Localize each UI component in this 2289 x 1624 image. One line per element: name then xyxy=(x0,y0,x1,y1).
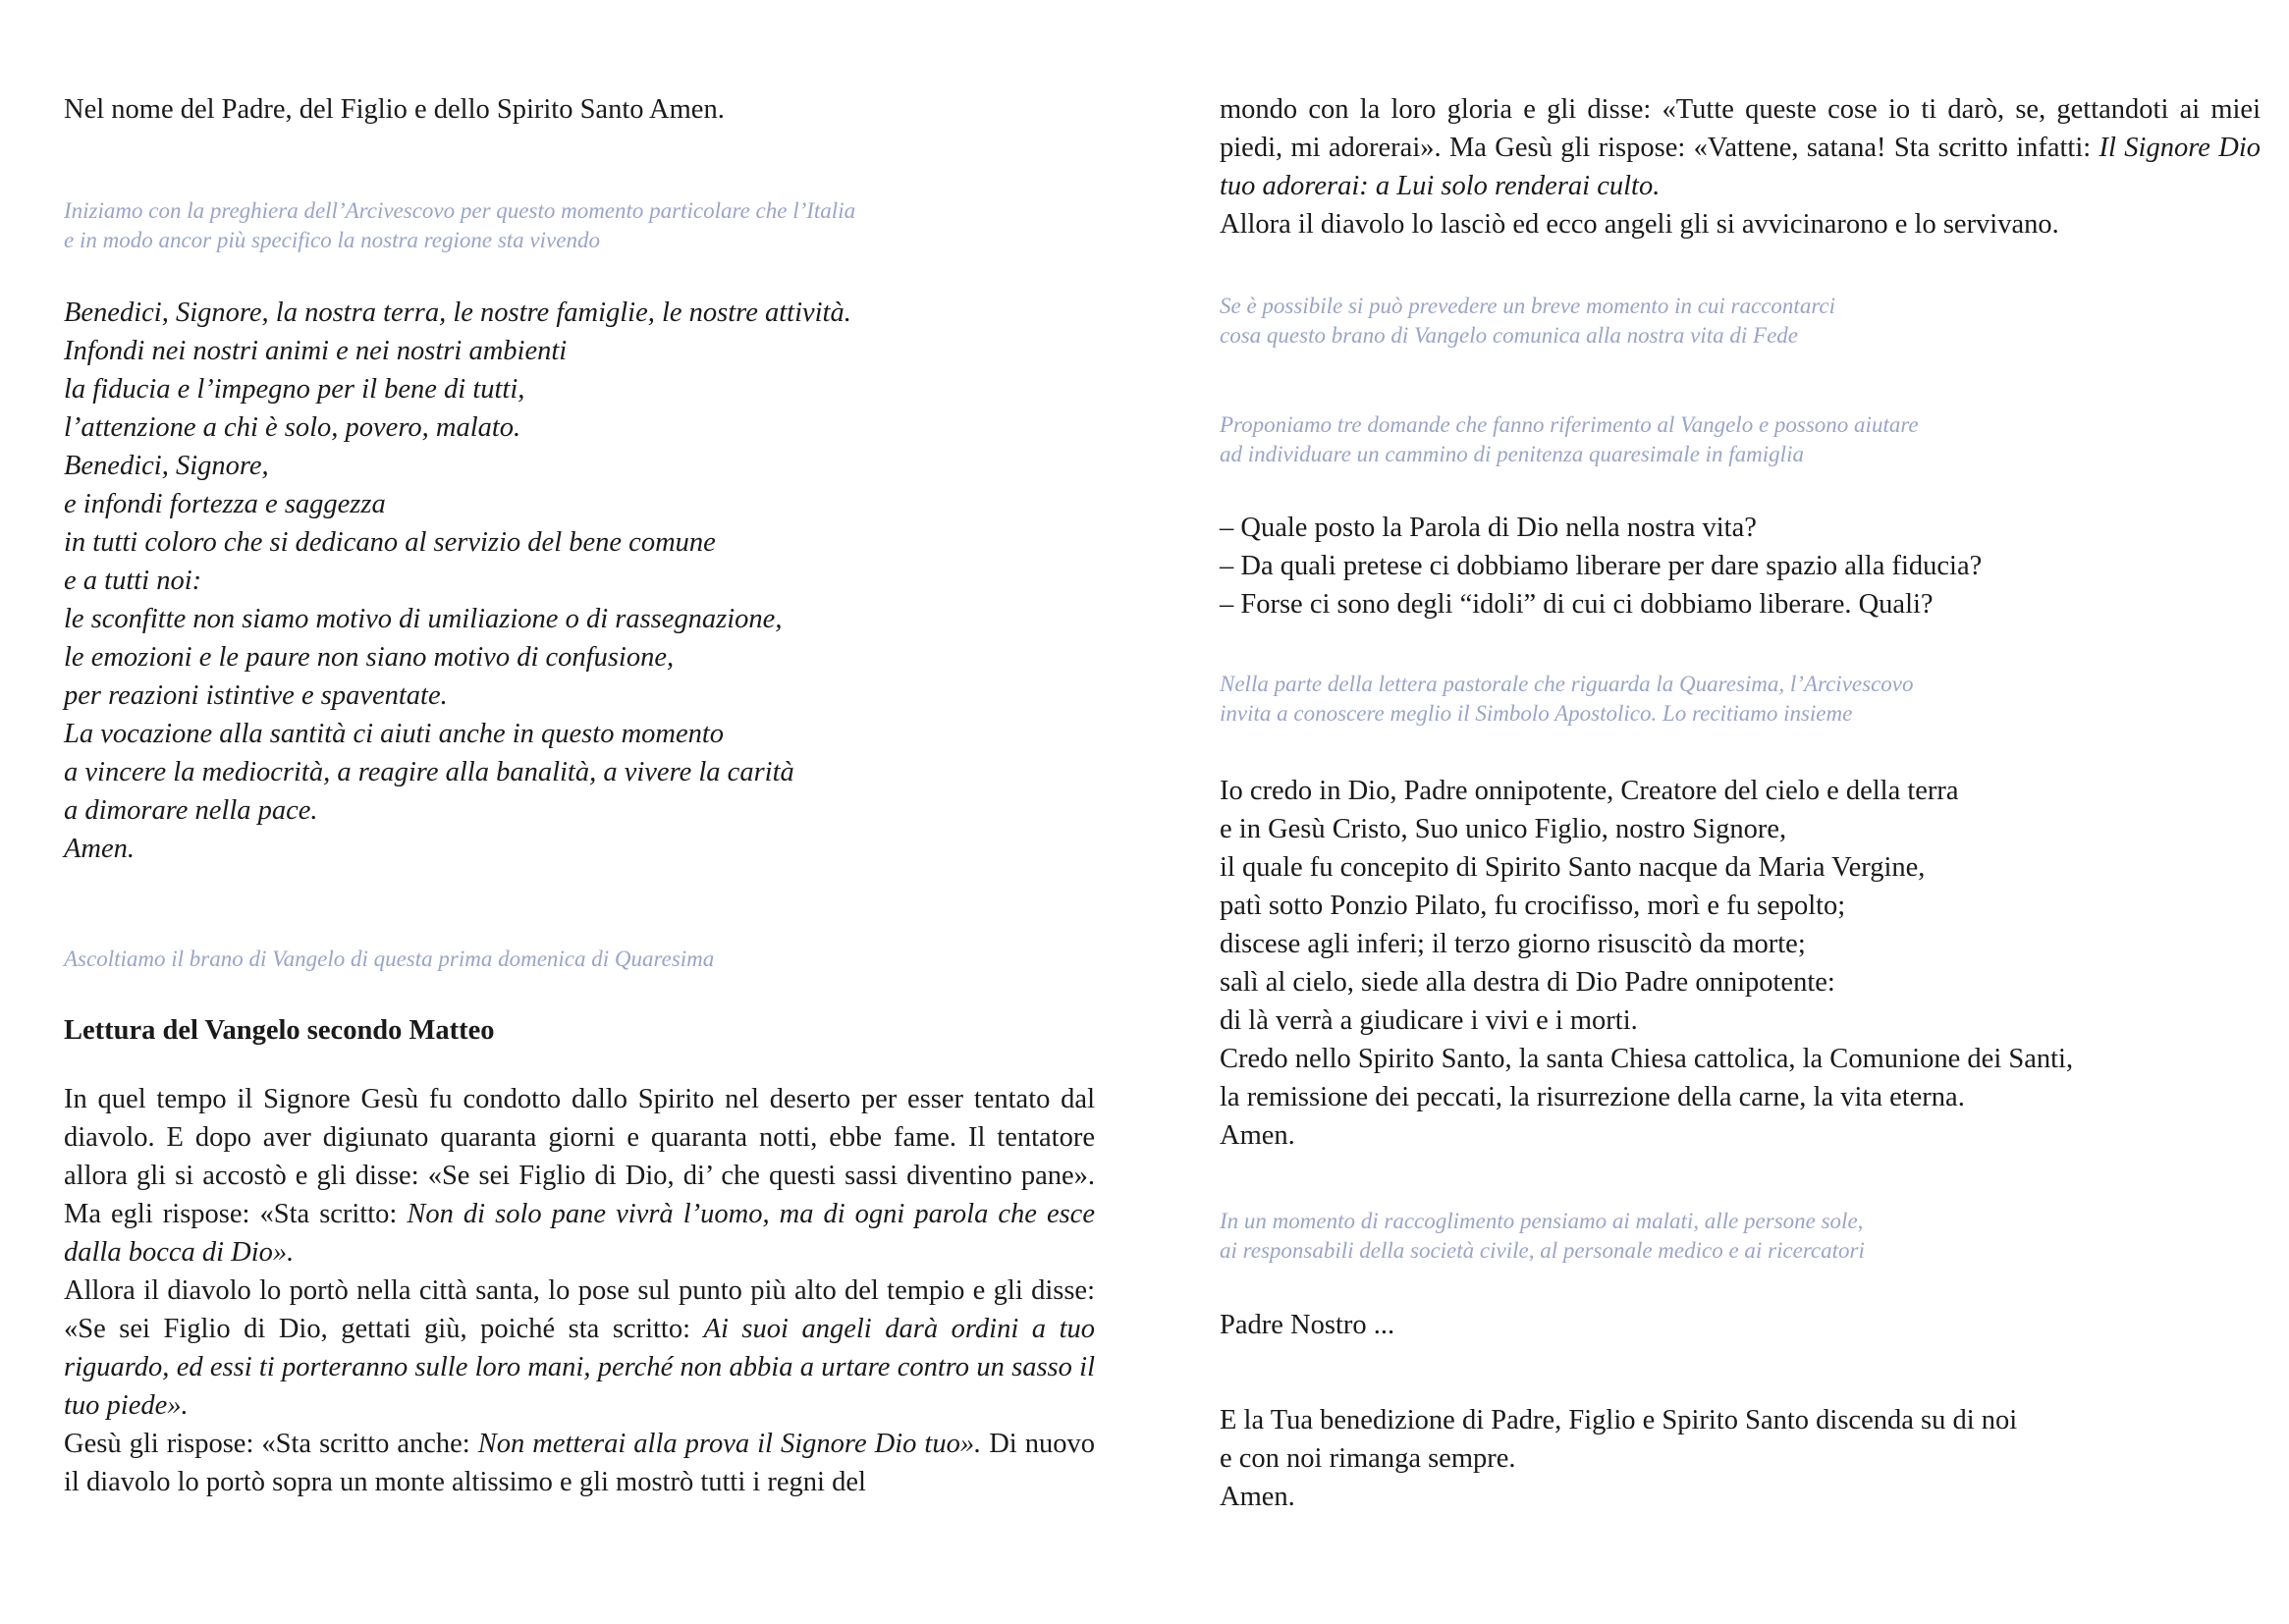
scripture-quote: Non metterai alla prova il Signore Dio tuo». xyxy=(477,1429,982,1459)
prayer-line: Benedici, Signore, la nostra terra, le nostre famiglie, le nostre attività. xyxy=(64,298,851,328)
prayer-line: la fiducia e l’impegno per il bene di tutti, xyxy=(64,374,525,405)
prayer-line: a dimorare nella pace. xyxy=(64,795,318,826)
gospel-text: In quel tempo il Signore Gesù fu condotto dallo Spirito nel deserto per esser tentato dal diavolo. E dopo aver digiunato quaranta giorni e quaranta notti, ebbe fame. Il tentatore allora gli si accostò e gli disse: «Se sei Figlio di Dio, di’ che questi sassi diventino pane». Ma egli rispose: «Sta scritto: xyxy=(64,1084,1095,1229)
prayer-line: per reazioni istintive e spaventate. xyxy=(64,680,448,711)
rubric-archbishop-prayer xyxy=(64,196,1095,255)
gospel-paragraph-2 xyxy=(64,1272,1095,1425)
creed-line: salì al cielo, siede alla destra di Dio Padre onnipotente: xyxy=(1220,967,1835,998)
prayer-line: in tutti coloro che si dedicano al servizio del bene comune xyxy=(64,527,716,558)
rubric-gospel-intro: Ascoltiamo il brano di Vangelo di questa prima domenica di Quaresima xyxy=(64,947,715,971)
rubric-line: invita a conoscere meglio il Simbolo Apostolico. Lo recitiamo insieme xyxy=(1220,701,1853,726)
question-item: – Da quali pretese ci dobbiamo liberare per dare spazio alla fiducia? xyxy=(1220,551,1983,581)
rubric-line: ad individuare un cammino di penitenza quaresimale in famiglia xyxy=(1220,442,1804,466)
question-item: – Quale posto la Parola di Dio nella nostra vita? xyxy=(1220,513,1757,543)
rubric-line: In un momento di raccoglimento pensiamo ai malati, alle persone sole, xyxy=(1220,1209,1864,1233)
prayer-line: le emozioni e le paure non siano motivo di confusione, xyxy=(64,642,675,673)
rubric-line: Se è possibile si può prevedere un breve momento in cui raccontarci xyxy=(1220,294,1836,318)
apostles-creed xyxy=(1220,772,2261,1155)
gospel-continuation xyxy=(1220,90,2261,244)
rubric-line: Nella parte della lettera pastorale che riguarda la Quaresima, l’Arcivescovo xyxy=(1220,672,1914,696)
prayer-line: Infondi nei nostri animi e nei nostri ambienti xyxy=(64,336,568,366)
creed-line: di là verrà a giudicare i vivi e i morti. xyxy=(1220,1005,1638,1036)
gospel-paragraph-4 xyxy=(1220,90,2261,205)
prayer-line: La vocazione alla santità ci aiuti anche in questo momento xyxy=(64,719,725,749)
creed-line: Credo nello Spirito Santo, la santa Chiesa cattolica, la Comunione dei Santi, xyxy=(1220,1044,2074,1074)
scripture-quote: Non di solo pane vivrà l’uomo, ma di ogni parola che esce dalla bocca di Dio». xyxy=(64,1199,1095,1268)
question-item: – Forse ci sono degli “idoli” di cui ci dobbiamo liberare. Quali? xyxy=(1220,589,1934,620)
prayer-line: e infondi fortezza e saggezza xyxy=(64,489,386,519)
our-father: Padre Nostro ... xyxy=(1220,1310,1395,1340)
rubric-sharing xyxy=(1220,292,2261,351)
gospel-paragraph-5: Allora il diavolo lo lasciò ed ecco angeli gli si avvicinarono e lo servivano. xyxy=(1220,209,2059,240)
rubric-line: e in modo ancor più specifico la nostra regione sta vivendo xyxy=(64,228,600,252)
gospel-text: Gesù gli rispose: «Sta scritto anche: xyxy=(64,1429,478,1459)
prayer-line: Benedici, Signore, xyxy=(64,451,269,481)
prayer-line: le sconfitte non siamo motivo di umiliazione o di rassegnazione, xyxy=(64,604,783,634)
gospel-text: Allora il diavolo lo portò nella città santa, lo pose sul punto più alto del tempio e gli disse: «Se sei Figlio di Dio, gettati giù, poiché sta scritto: xyxy=(64,1275,1095,1344)
prayer-line: a vincere la mediocrità, a reagire alla banalità, a vivere la carità xyxy=(64,757,794,787)
archbishop-prayer xyxy=(64,294,1095,868)
creed-line: il quale fu concepito di Spirito Santo nacque da Maria Vergine, xyxy=(1220,852,1926,883)
gospel-paragraph-3 xyxy=(64,1425,1095,1501)
scripture-quote: Il Signore Dio tuo adorerai: a Lui solo renderai culto. xyxy=(1220,133,2261,201)
rubric-questions xyxy=(1220,410,2261,469)
gospel-text: Di nuovo il diavolo lo portò sopra un monte altissimo e gli mostrò tutti i regni del xyxy=(64,1429,1096,1497)
rubric-line: Proponiamo tre domande che fanno riferimento al Vangelo e possono aiutare xyxy=(1220,412,1919,437)
creed-line: Amen. xyxy=(1220,1120,1295,1151)
rubric-line: ai responsabili della società civile, al personale medico e ai ricercatori xyxy=(1220,1238,1865,1263)
final-blessing xyxy=(1220,1401,2261,1516)
gospel-text: mondo con la loro gloria e gli disse: «Tutte queste cose io ti darò, se, gettandoti ai miei piedi, mi adorerai». Ma Gesù gli rispose: «Vattene, satana! Sta scritto infatti: xyxy=(1220,94,2261,163)
creed-line: patì sotto Ponzio Pilato, fu crocifisso, morì e fu sepolto; xyxy=(1220,891,1846,921)
rubric-creed xyxy=(1220,670,2261,729)
reflection-questions xyxy=(1220,509,2261,623)
opening-invocation: Nel nome del Padre, del Figlio e dello Spirito Santo Amen. xyxy=(64,94,725,125)
gospel-reading xyxy=(64,1080,1095,1501)
rubric-line: Iniziamo con la preghiera dell’Arcivescovo per questo momento particolare che l’Italia xyxy=(64,198,856,223)
blessing-line: Amen. xyxy=(1220,1482,1295,1512)
rubric-intercession xyxy=(1220,1207,2261,1266)
creed-line: Io credo in Dio, Padre onnipotente, Creatore del cielo e della terra xyxy=(1220,776,1959,806)
creed-line: discese agli inferi; il terzo giorno risuscitò da morte; xyxy=(1220,929,1806,959)
scripture-quote: Ai suoi angeli darà ordini a tuo riguardo, ed essi ti porteranno sulle loro mani, perché non abbia a urtare contro un sasso il tuo piede». xyxy=(64,1314,1096,1421)
blessing-line: e con noi rimanga sempre. xyxy=(1220,1443,1516,1474)
rubric-line: cosa questo brano di Vangelo comunica alla nostra vita di Fede xyxy=(1220,323,1798,348)
blessing-line: E la Tua benedizione di Padre, Figlio e Spirito Santo discenda su di noi xyxy=(1220,1405,2018,1435)
prayer-line: Amen. xyxy=(64,834,136,864)
creed-line: la remissione dei peccati, la risurrezione della carne, la vita eterna. xyxy=(1220,1082,1965,1112)
prayer-line: e a tutti noi: xyxy=(64,566,202,596)
gospel-paragraph-1 xyxy=(64,1080,1095,1272)
prayer-line: l’attenzione a chi è solo, povero, malato. xyxy=(64,412,521,443)
reading-title: Lettura del Vangelo secondo Matteo xyxy=(64,1015,495,1046)
creed-line: e in Gesù Cristo, Suo unico Figlio, nostro Signore, xyxy=(1220,814,1787,844)
